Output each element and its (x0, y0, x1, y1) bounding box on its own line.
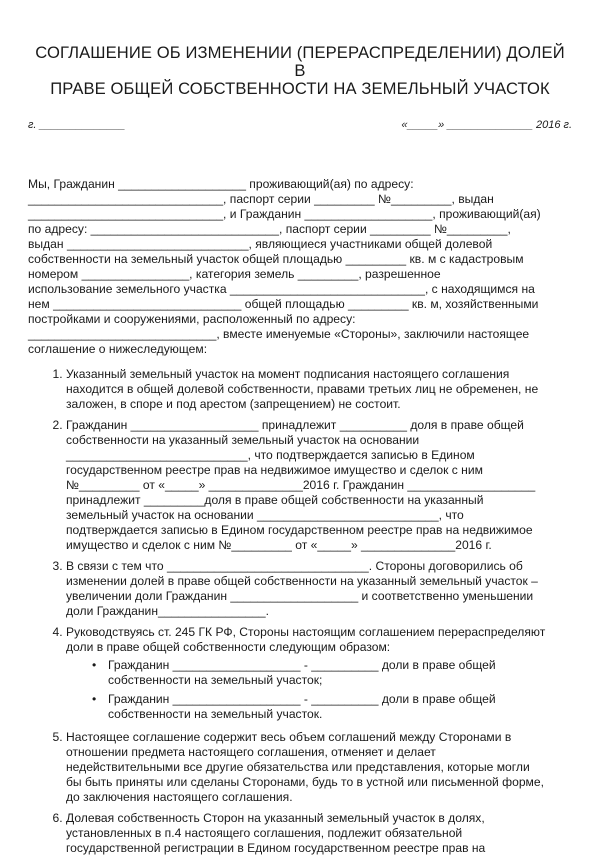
intro-line: использование земельного участка _____________________________, с находящимся на (28, 282, 535, 296)
share-line: • Гражданин ___________________ - __________ доли в праве общей (108, 658, 496, 672)
clause-line: 3. В связи с тем что ______________________________. Стороны договорились об (66, 559, 523, 573)
title-line-1: СОГЛАШЕНИЕ ОБ ИЗМЕНЕНИИ (ПЕРЕРАСПРЕДЕЛЕНИИ) ДОЛЕЙ В (35, 43, 565, 80)
intro-line: по адресу: ____________________________, паспорт серии _________ №_________, (28, 222, 511, 236)
intro-line: номером ________________, категория земель _________, разрешенное (28, 267, 441, 281)
clause-2 (66, 418, 572, 553)
clause-line: 2. Гражданин ___________________ принадлежит __________ доля в праве общей (66, 418, 524, 432)
clause-line: 6. Долевая собственность Сторон на указанный земельный участок в долях, (66, 811, 485, 825)
clause-5 (66, 730, 572, 805)
clause-line: отношении предмета настоящего соглашения, отменяет и делает (66, 745, 436, 759)
clause-line: до заключения настоящего соглашения. (66, 790, 293, 804)
clause-line: доли Гражданин________________. (66, 604, 269, 618)
clause-line: 4. Руководствуясь ст. 245 ГК РФ, Стороны настоящим соглашением перераспределяют (66, 625, 546, 639)
clause-line: подтверждается записью в Едином государственном реестре прав на недвижимое (66, 523, 533, 537)
clause-line: бы быть приняты или сделаны Сторонами, будь то в устной или письменной форме, (66, 775, 544, 789)
intro-line: _____________________________, и Гражданин ___________________, проживающий(ая) (28, 207, 541, 221)
place-date-line (28, 118, 572, 132)
clause-line: земельный участок на основании ___________________________, что (66, 508, 464, 522)
share-distribution-list (66, 658, 572, 722)
intro-line: постройками и сооружениями, расположенный по адресу: (28, 312, 356, 326)
share-line: собственности на земельный участок; (108, 673, 323, 687)
intro-line: нем ____________________________ общей площадью _________ кв. м, хозяйственными (28, 297, 539, 311)
intro-paragraph (28, 177, 572, 357)
intro-line: _____________________________, паспорт серии _________ №_________, выдан (28, 192, 494, 206)
city-field: г. ______________ (28, 119, 126, 131)
document-title (28, 0, 572, 98)
clause-line: государственной регистрации в Едином государственном реестре прав на (66, 841, 486, 855)
clause-line: заложен, в споре и под арестом (запрещением) не состоит. (66, 397, 401, 411)
clause-line: собственности на указанный земельный участок на основании (66, 433, 420, 447)
clause-line: 5. Настоящее соглашение содержит весь объем соглашений между Сторонами в (66, 730, 512, 744)
clause-line: ___________________________, что подтверждается записью в Едином (66, 448, 475, 462)
clause-line: №_________ от «_____» ______________2016 г. Гражданин ___________________ (66, 478, 536, 492)
clause-line: установленных в п.4 настоящего соглашения, подлежит обязательной (66, 826, 463, 840)
title-line-2: ПРАВЕ ОБЩЕЙ СОБСТВЕННОСТИ НА ЗЕМЕЛЬНЫЙ УЧАСТОК (50, 79, 550, 98)
clause-line: доли в праве общей собственности следующим образом: (66, 640, 391, 654)
clause-line: государственном реестре прав на недвижимое имущество и сделок с ним (66, 463, 483, 477)
clause-line: недействительными все другие обязательства или представления, которые могли (66, 760, 530, 774)
clause-line: 1. Указанный земельный участок на момент подписания настоящего соглашения (66, 367, 510, 381)
intro-line: Мы, Гражданин ___________________ проживающий(ая) по адресу: (28, 177, 414, 191)
clause-line: находится в общей долевой собственности, правами третьих лиц не обременен, не (66, 382, 539, 396)
share-line: собственности на земельный участок. (108, 707, 323, 721)
intro-line: соглашение о нижеследующем: (28, 342, 208, 356)
clause-line: изменении долей в праве общей собственности на указанный земельный участок – (66, 574, 538, 588)
share-item (92, 692, 572, 722)
clause-3 (66, 559, 572, 619)
clause-line: имущество и сделок с ним №_________ от «_____» ______________2016 г. (66, 538, 492, 552)
intro-line: собственности на земельный участок общей площадью _________ кв. м с кадастровым (28, 252, 524, 266)
share-line: • Гражданин ___________________ - __________ доли в праве общей (108, 692, 496, 706)
intro-line: выдан ___________________________, являющиеся участниками общей долевой (28, 237, 493, 251)
clause-4 (66, 625, 572, 722)
clauses-list (28, 367, 572, 856)
intro-line: ____________________________, вместе именуемые «Стороны», заключили настоящее (28, 327, 530, 341)
clause-line: принадлежит _________доля в праве общей собственности на указанный (66, 493, 484, 507)
date-field: «_____» ______________ 2016 г. (401, 119, 572, 131)
share-item (92, 658, 572, 688)
clause-line: увеличении доли Гражданин ___________________ и соответственно уменьшении (66, 589, 534, 603)
clause-6 (66, 811, 572, 856)
clause-1 (66, 367, 572, 412)
